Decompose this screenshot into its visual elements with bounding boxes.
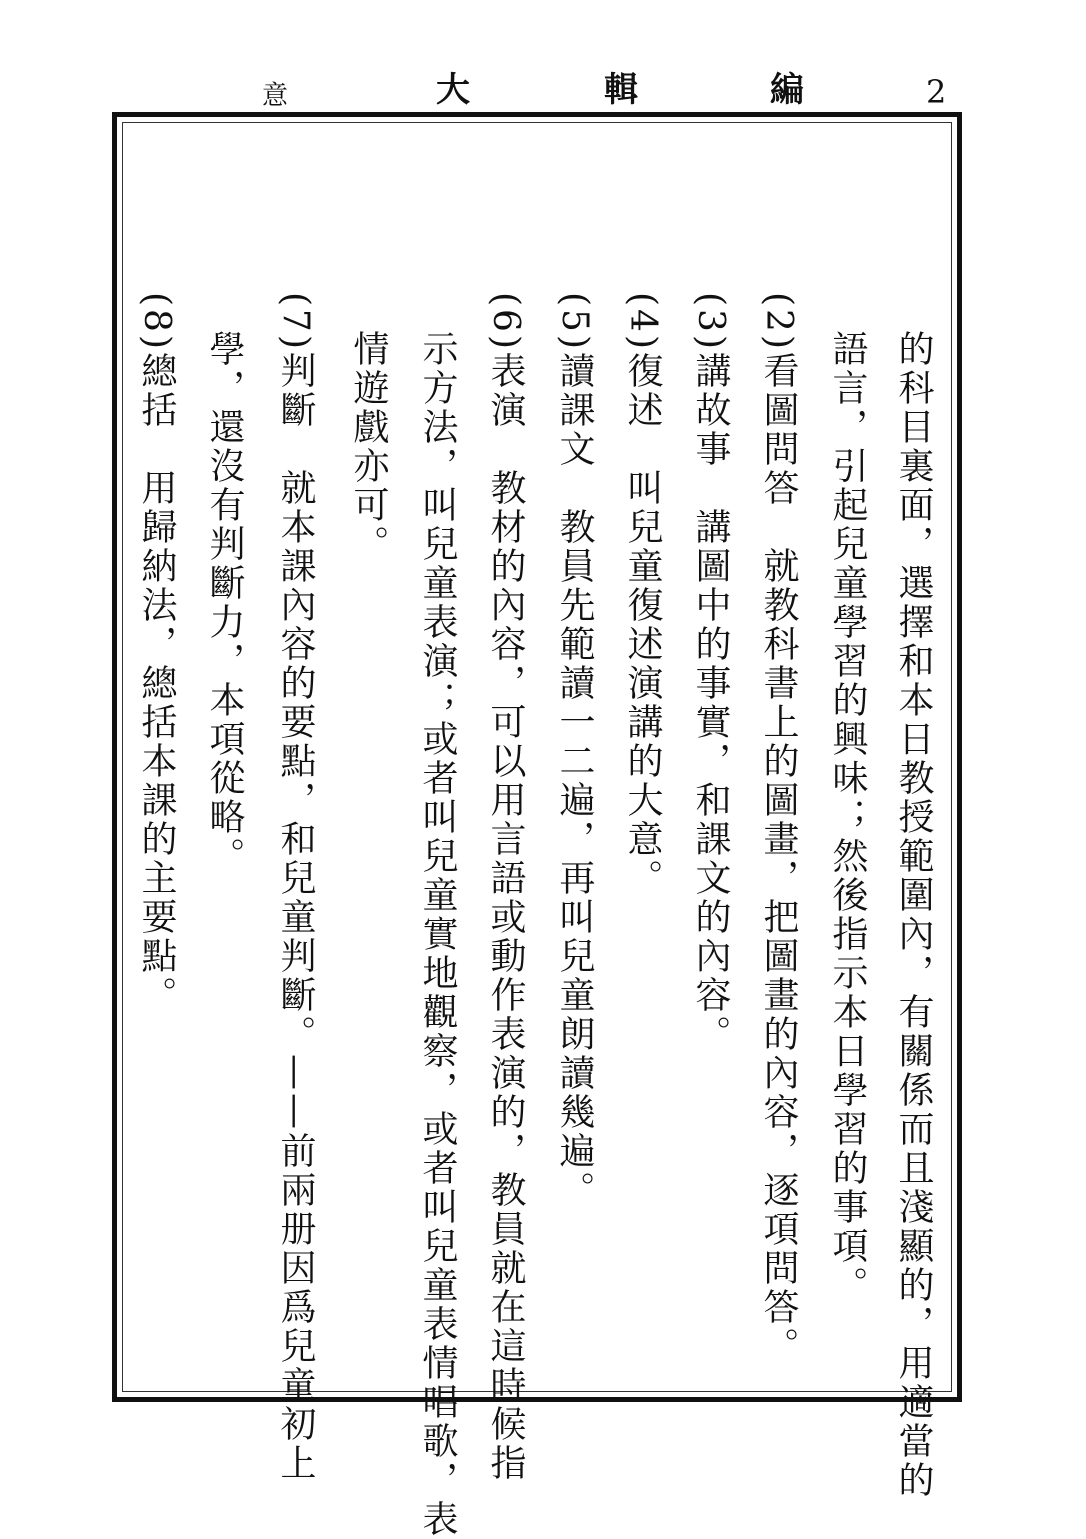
running-header bbox=[0, 70, 1086, 116]
header-char-bian: 編 bbox=[770, 70, 804, 110]
text-column-8: 示方法，叫兒童表演；或者叫兒童實地觀察，或者叫兒童表情唱歌，表 bbox=[417, 330, 458, 1539]
text-column-1: 的科目裏面，選擇和本日教授範圍內，有關係而且淺顯的，用適當的 bbox=[893, 330, 934, 1500]
text-column-6: (5)讀課文 教員先範讀一二遍，再叫兒童朗讀幾遍。 bbox=[554, 292, 595, 1210]
text-column-11: 學，還沒有判斷力，本項從略。 bbox=[204, 330, 245, 876]
text-column-4: (3)講故事 講圖中的事實，和課文的內容。 bbox=[690, 292, 731, 1054]
text-column-10: (7)判斷 就本課內容的要點，和兒童判斷。——前兩册因爲兒童初上 bbox=[275, 292, 316, 1483]
header-char-da: 大 bbox=[436, 70, 470, 110]
header-char-yi: 意 bbox=[262, 81, 289, 111]
page-number: 2 bbox=[926, 73, 947, 111]
text-column-12: (8)總括 用歸納法，總括本課的主要點。 bbox=[136, 292, 177, 1015]
header-char-ji: 輯 bbox=[604, 70, 638, 110]
text-column-7: (6)表演 教材的內容，可以用言語或動作表演的，教員就在這時候指 bbox=[485, 292, 526, 1483]
text-column-5: (4)復述 叫兒童復述演講的大意。 bbox=[622, 292, 663, 898]
text-column-9: 情遊戲亦可。 bbox=[348, 330, 389, 564]
text-column-3: (2)看圖問答 就教科書上的圖畫，把圖畫的內容，逐項問答。 bbox=[758, 292, 799, 1366]
text-column-2: 語言，引起兒童學習的興味；然後指示本日學習的事項。 bbox=[827, 330, 868, 1305]
